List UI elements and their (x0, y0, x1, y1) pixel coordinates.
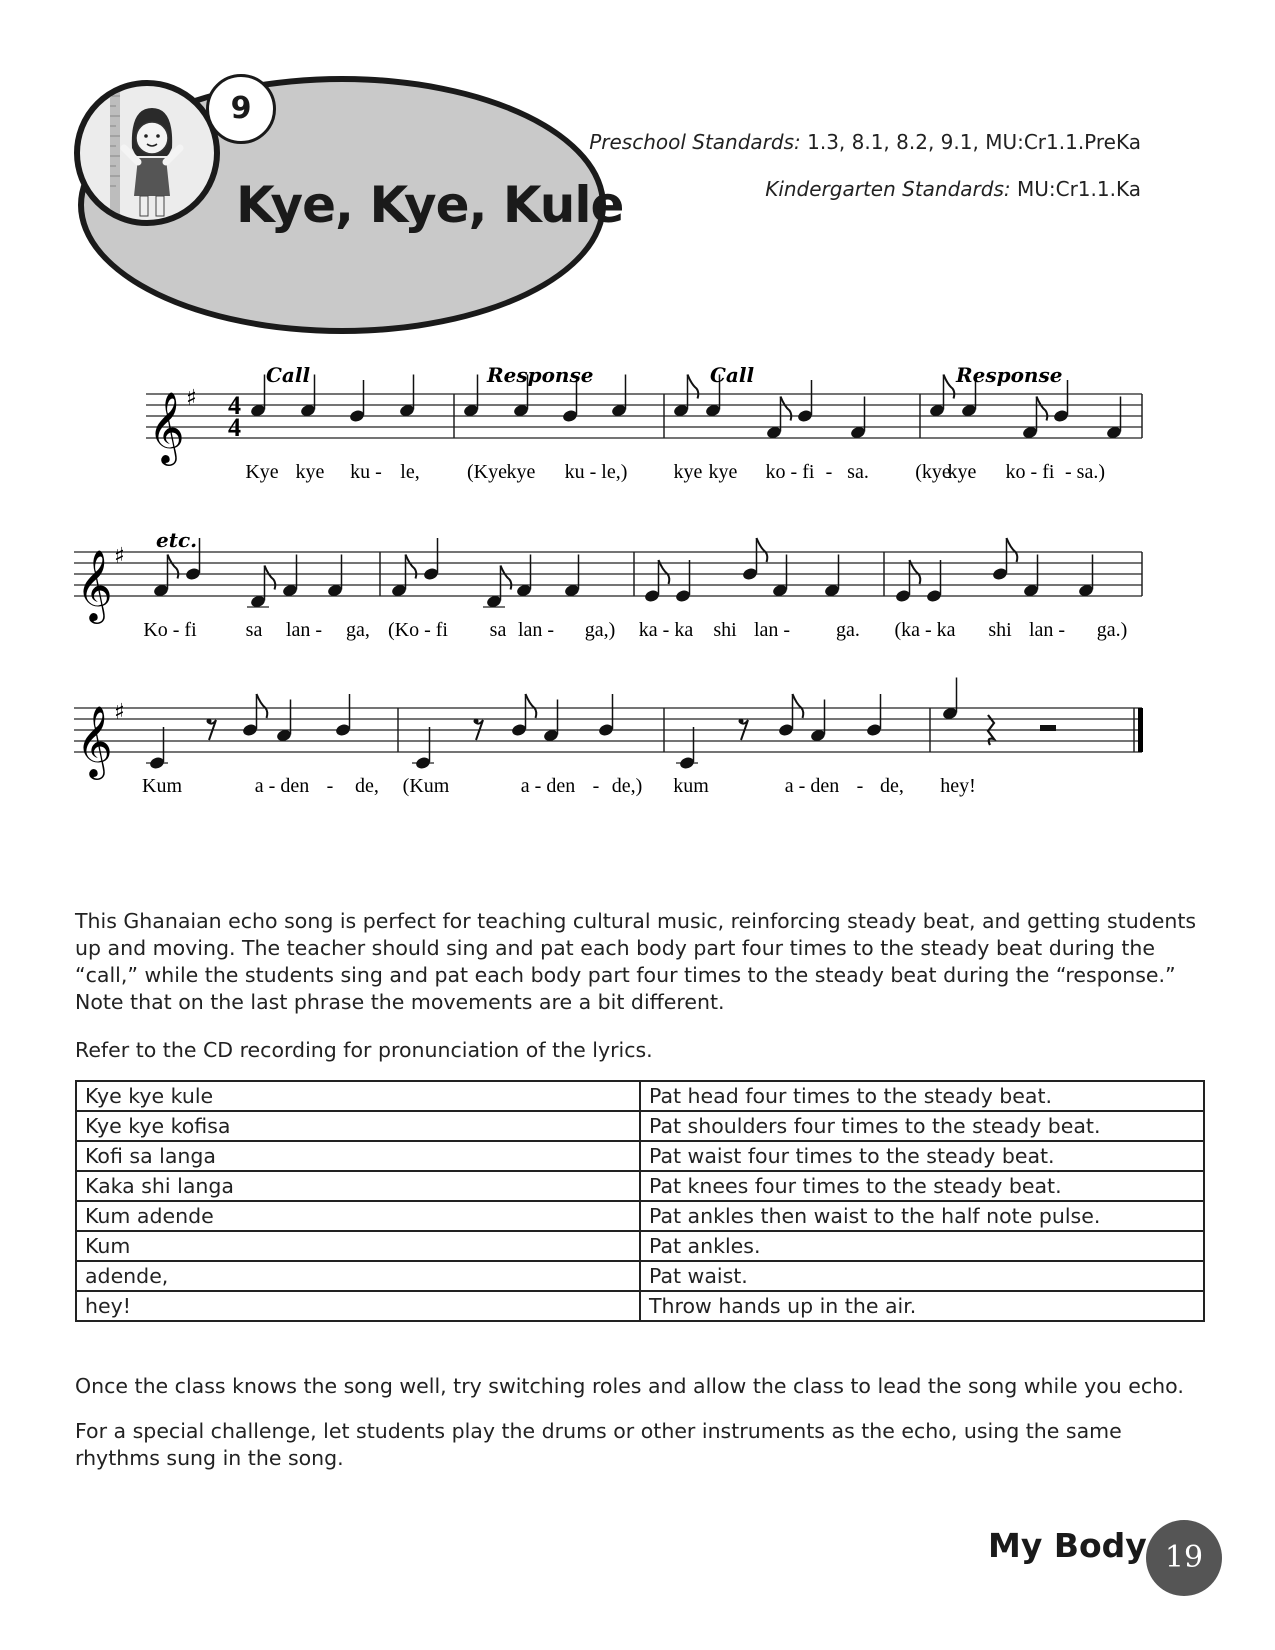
lyric-cell: adende, (76, 1261, 640, 1291)
lyric-syllable: a - den (254, 775, 310, 797)
note-flag (406, 555, 417, 579)
lyric-syllable: sa. (847, 461, 869, 483)
lyric-syllable: ko - fi (765, 461, 815, 483)
call-label-2: Call (710, 363, 755, 387)
lyric-syllable: ko - fi (1005, 461, 1055, 483)
lyric-cell: Kum (76, 1231, 640, 1261)
lyric-syllable: kye (947, 461, 977, 483)
lyric-cell: Kofi sa langa (76, 1141, 640, 1171)
note-flag (168, 555, 179, 579)
preschool-standards (589, 130, 1141, 154)
intro-paragraph: This Ghanaian echo song is perfect for teaching cultural music, reinforcing steady beat, and getting students up and moving. The teacher should sing and pat each body part four times to the steady beat during the “call,” while the students sing and pat each body part four times to the steady beat during the “response.” Note that on the last phrase the movements are a bit different. (75, 909, 1197, 1014)
kindergarten-standards-value: MU:Cr1.1.Ka (1010, 177, 1141, 201)
lyrics-line-2 (143, 619, 1127, 641)
staves (74, 386, 1143, 780)
lyric-syllable: a - den (784, 775, 840, 797)
lyric-syllable: lan - (285, 619, 323, 641)
action-cell: Pat waist. (640, 1261, 1204, 1291)
action-cell: Pat ankles. (640, 1231, 1204, 1261)
note-flag (757, 538, 768, 562)
lyric-syllable: ga,) (584, 619, 616, 641)
sheet-music (0, 350, 1275, 830)
table-row (76, 1111, 1204, 1141)
action-cell: Throw hands up in the air. (640, 1291, 1204, 1321)
lyric-syllable: sa (489, 619, 507, 641)
lyric-syllable: de, (355, 775, 379, 797)
sharp-sign: ♯ (186, 386, 197, 411)
lyric-syllable: le, (400, 461, 420, 483)
preschool-standards-label: Preschool Standards: (589, 130, 801, 154)
preschool-standards-value: 1.3, 8.1, 8.2, 9.1, MU:Cr1.1.PreKa (800, 130, 1141, 154)
table-row (76, 1171, 1204, 1201)
time-sig-top: 4 (228, 391, 241, 420)
lyric-syllable: ku - (350, 461, 382, 483)
lyric-syllable: kye (673, 461, 703, 483)
lyric-syllable: sa (245, 619, 263, 641)
table-row (76, 1261, 1204, 1291)
lyric-syllable: Ko - fi (143, 619, 197, 641)
lyric-syllable: kye (708, 461, 738, 483)
lyric-syllable: (Kum (402, 775, 450, 797)
lyric-syllable: a - den (520, 775, 576, 797)
response-label-1: Response (487, 363, 594, 387)
lyric-syllable: (ka - ka (894, 619, 956, 641)
response-label-2: Response (956, 363, 1063, 387)
action-cell: Pat shoulders four times to the steady beat. (640, 1111, 1204, 1141)
note-flag (257, 694, 268, 718)
lyric-syllable: kye (295, 461, 325, 483)
action-cell: Pat head four times to the steady beat. (640, 1081, 1204, 1111)
lyric-syllable: ga.) (1096, 619, 1128, 641)
lyric-syllable: - sa.) (1065, 461, 1105, 483)
lyric-syllable: - (856, 775, 864, 797)
note-flag (526, 694, 537, 718)
song-number-badge (206, 74, 276, 144)
kindergarten-standards-label: Kindergarten Standards: (765, 177, 1011, 201)
eighth-rest-dot (207, 719, 212, 724)
note-flag (1037, 397, 1048, 421)
treble-clef: 𝄞 (76, 704, 113, 777)
etc-label: etc. (156, 528, 198, 552)
time-sig-bottom: 4 (228, 413, 241, 442)
treble-clef: 𝄞 (76, 548, 113, 621)
lyric-syllable: - (825, 461, 833, 483)
section-name: My Body (988, 1526, 1147, 1565)
lyric-syllable: de,) (611, 775, 643, 797)
table-row (76, 1201, 1204, 1231)
table-row (76, 1231, 1204, 1261)
note-flag (1007, 538, 1018, 562)
action-cell: Pat ankles then waist to the half note pulse. (640, 1201, 1204, 1231)
lyric-syllable: ga. (836, 619, 860, 641)
lyric-syllable: ga, (346, 619, 370, 641)
lyric-syllable: kum (673, 775, 709, 797)
song-number: 9 (230, 91, 252, 126)
table-row (76, 1081, 1204, 1111)
table-row (76, 1291, 1204, 1321)
call-label-1: Call (266, 363, 311, 387)
lyric-syllable: - (326, 775, 334, 797)
lyric-cell: Kum adende (76, 1201, 640, 1231)
outro-paragraph-2: For a special challenge, let students play the drums or other instruments as the echo, using the same rhythms sung in the song. (75, 1419, 1122, 1470)
lyric-syllable: kye (506, 461, 536, 483)
lyric-syllable: de, (880, 775, 904, 797)
lyric-syllable: Kye (245, 461, 279, 483)
lyric-syllable: ka - ka (638, 619, 694, 641)
refer-paragraph: Refer to the CD recording for pronunciation of the lyrics. (75, 1038, 653, 1062)
lyric-syllable: shi (988, 619, 1012, 641)
lyric-cell: Kye kye kofisa (76, 1111, 640, 1141)
lyric-cell: Kaka shi langa (76, 1171, 640, 1201)
kindergarten-standards (765, 177, 1141, 201)
lyrics-line-3 (142, 775, 976, 797)
final-bar-thick (1138, 708, 1143, 752)
lyric-syllable: ku - le,) (564, 461, 628, 483)
lyric-syllable: lan - (753, 619, 791, 641)
movement-table (75, 1080, 1205, 1322)
note-flag (688, 375, 699, 399)
lyric-syllable: - (592, 775, 600, 797)
lyric-syllable: Kum (142, 775, 182, 797)
action-cell: Pat knees four times to the steady beat. (640, 1171, 1204, 1201)
lyric-syllable: (Ko - fi (388, 619, 448, 641)
note-flag (265, 566, 276, 590)
action-cell: Pat waist four times to the steady beat. (640, 1141, 1204, 1171)
lyric-syllable: hey! (940, 775, 976, 797)
sharp-sign: ♯ (114, 700, 125, 725)
lyric-cell: hey! (76, 1291, 640, 1321)
page-number: 19 (1146, 1520, 1222, 1596)
lyrics-line-1 (245, 461, 1105, 483)
outro-paragraph-1: Once the class knows the song well, try switching roles and allow the class to lead the song while you echo. (75, 1374, 1184, 1398)
half-rest (1040, 725, 1056, 731)
lyric-syllable: shi (713, 619, 737, 641)
treble-clef: 𝄞 (148, 390, 185, 463)
note-flag (501, 566, 512, 590)
song-title: Kye, Kye, Kule (236, 176, 624, 234)
lyric-syllable: lan - (517, 619, 555, 641)
sharp-sign: ♯ (114, 544, 125, 569)
lyric-syllable: (kye (915, 461, 951, 483)
eighth-rest-dot (474, 719, 479, 724)
note-flag (944, 375, 955, 399)
table-row (76, 1141, 1204, 1171)
eighth-rest-dot (739, 719, 744, 724)
lyric-syllable: lan - (1028, 619, 1066, 641)
lyric-syllable: (Kye (467, 461, 507, 483)
child-illustration (74, 80, 220, 226)
note-flag (781, 397, 792, 421)
lyric-cell: Kye kye kule (76, 1081, 640, 1111)
note-flag (793, 694, 804, 718)
